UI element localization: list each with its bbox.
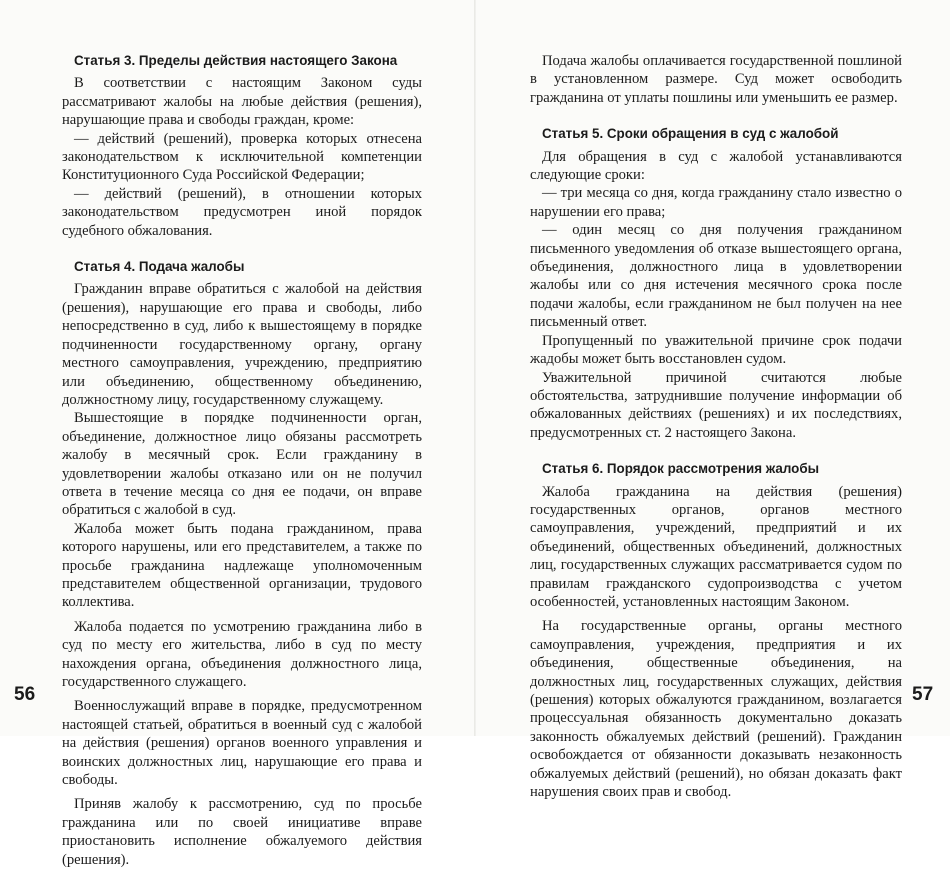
paragraph: — действий (решений), в отношении которых законодательством предусмотрен иной порядок судебного обжалования. bbox=[62, 185, 422, 239]
paragraph: Вышестоящие в порядке подчиненности орган, объединение, должностное лицо обязаны рассмотреть жалобу в месячный срок. Если гражданину в удовлетворении жалобы отказано или он не получил ответа в течение месяца со дня ее подачи, он вправе обратиться с жалобой в суд. bbox=[62, 410, 422, 519]
paragraph: Военнослужащий вправе в порядке, предусмотренном настоящей статьей, обратиться в военный суд с жалобой на действия (решения) органов военного управления и воинских должностных лиц, нарушающие его права и свободы. bbox=[62, 698, 422, 789]
paragraph: Приняв жалобу к рассмотрению, суд по просьбе гражданина или по своей инициативе вправе приостановить исполнение обжалуемого действия (решения). bbox=[62, 796, 422, 868]
article-6-heading: Статья 6. Порядок рассмотрения жалобы bbox=[542, 461, 820, 477]
paragraph: — действий (решений), проверка которых отнесена законодательством к исключительной компетенции Конституционного Суда Российской Федерации; bbox=[62, 130, 422, 184]
paragraph: На государственные органы, органы местного самоуправления, учреждения, предприятия и их объединения, общественные объединения, на должностных лиц, государственных служащих, действия (решения) которых обжалуются гражданином, возлагается процессуальная обязанность документально доказать законность обжалуемых действий (решений). Гражданин освобождается от обязанности доказывать незаконность обжалуемых действий (решений), но обязан доказать факт нарушения своих прав и свобод. bbox=[530, 618, 902, 801]
page-number-right: 57 bbox=[912, 684, 934, 705]
page-number-left: 56 bbox=[14, 684, 36, 705]
paragraph: Жалоба подается по усмотрению гражданина либо в суд по месту его жительства, либо в суд по месту нахождения органа, объединения должностного лица, государственного служащего. bbox=[62, 618, 422, 690]
paragraph: Для обращения в суд с жалобой устанавливаются следующие сроки: bbox=[530, 148, 902, 184]
paragraph: Гражданин вправе обратиться с жалобой на действия (решения), нарушающие его права и свободы, либо непосредственно в суд, либо к вышестоящему в порядке подчиненности государственному органу, органу местного самоуправления, учреждению, предприятию или объединению, общественному объединению, должностному лицу, государственному служащему. bbox=[62, 281, 422, 408]
paragraph: Уважительной причиной считаются любые обстоятельства, затруднившие получение информации об обжалованных действиях (решениях) и их последствиях, предусмотренных ст. 2 настоящего Закона. bbox=[530, 369, 902, 441]
page-gutter bbox=[474, 0, 476, 736]
paragraph: — один месяц со дня получения гражданином письменного уведомления об отказе вышестоящего органа, объединения, должностного лица в удовлетворении жалобы или со дня истечения месячного срока после подачи жалобы, если гражданином не был получен на нее письменный ответ. bbox=[530, 222, 902, 331]
article-3-heading: Статья 3. Пределы действия настоящего Закона bbox=[74, 53, 398, 68]
left-page bbox=[62, 52, 422, 869]
article-4-heading: Статья 4. Подача жалобы bbox=[74, 259, 245, 275]
paragraph: — три месяца со дня, когда гражданину стало известно о нарушении его права; bbox=[530, 185, 902, 220]
paragraph: Жалоба может быть подана гражданином, права которого нарушены, или его представителем, а также по просьбе гражданина надлежаще уполномоченным представителем общественной организации, трудового коллектива. bbox=[62, 520, 422, 611]
paragraph: Подача жалобы оплачивается государственной пошлиной в установленном размере. Суд может освободить гражданина от уплаты пошлины или уменьшить ее размер. bbox=[530, 53, 902, 106]
paragraph: В соответствии с настоящим Законом суды рассматривают жалобы на любые действия (решения), нарушающие права и свободы граждан, кроме: bbox=[62, 75, 422, 129]
right-page bbox=[530, 52, 902, 801]
paragraph: Пропущенный по уважительной причине срок подачи жадобы может быть восстановлен судом. bbox=[530, 332, 902, 368]
paragraph: Жалоба гражданина на действия (решения) государственных органов, органов местного самоуправления, учреждений, предприятий и их объединений, общественных объединений, должностных лиц, государственных служащих рассматривается судом по правилам гражданского судопроизводства с учетом особенностей, установленных настоящим Законом. bbox=[530, 483, 902, 610]
article-5-heading: Статья 5. Сроки обращения в суд с жалобой bbox=[542, 126, 839, 142]
